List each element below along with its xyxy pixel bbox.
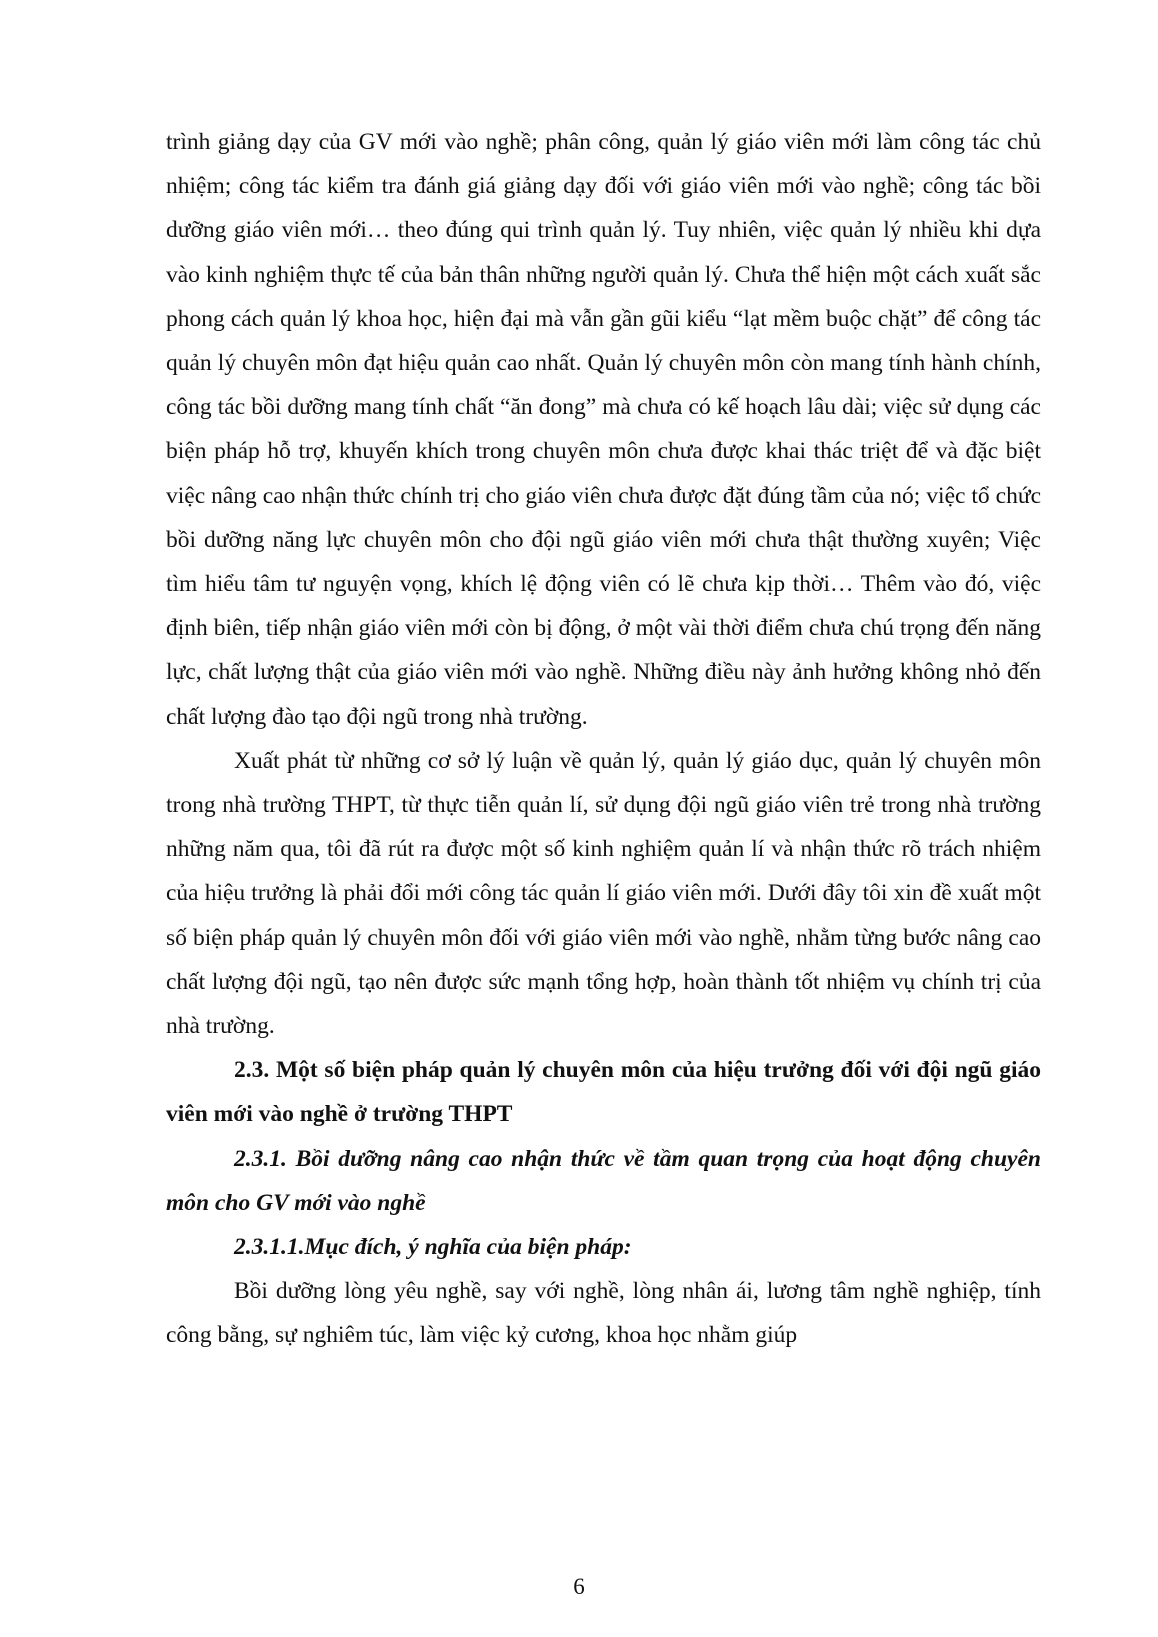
subsection-heading-2-3-1: 2.3.1. Bồi dưỡng nâng cao nhận thức về tầm quan trọng của hoạt động chuyên môn cho GV mới vào nghề <box>166 1145 1041 1216</box>
paragraph-purpose: Bồi dưỡng lòng yêu nghề, say với nghề, lòng nhân ái, lương tâm nghề nghiệp, tính công bằng, sự nghiêm túc, làm việc kỷ cương, khoa học nhằm giúp <box>166 1278 1041 1349</box>
subsubsection-heading-2-3-1-1: 2.3.1.1.Mục đích, ý nghĩa của biện pháp: <box>234 1234 632 1261</box>
section-heading-2-3: 2.3. Một số biện pháp quản lý chuyên môn của hiệu trưởng đối với đội ngũ giáo viên mới vào nghề ở trường THPT <box>166 1057 1041 1128</box>
paragraph-continuation: trình giảng dạy của GV mới vào nghề; phân công, quản lý giáo viên mới làm công tác chủ nhiệm; công tác kiểm tra đánh giá giảng dạy đối với giáo viên mới vào nghề; công tác bồi dưỡng giáo viên mới… theo đúng qui trình quản lý. Tuy nhiên, việc quản lý nhiều khi dựa vào kinh nghiệm thực tế của bản thân những người quản lý. Chưa thể hiện một cách xuất sắc phong cách quản lý khoa học, hiện đại mà vẫn gần gũi kiểu “lạt mềm buộc chặt” để công tác quản lý chuyên môn đạt hiệu quản cao nhất. Quản lý chuyên môn còn mang tính hành chính, công tác bồi dưỡng mang tính chất “ăn đong” mà chưa có kế hoạch lâu dài; việc sử dụng các biện pháp hỗ trợ, khuyến khích trong chuyên môn chưa được khai thác triệt để và đặc biệt việc nâng cao nhận thức chính trị cho giáo viên chưa được đặt đúng tầm của nó; việc tổ chức bồi dưỡng năng lực chuyên môn cho đội ngũ giáo viên mới chưa thật thường xuyên; Việc tìm hiểu tâm tư nguyện vọng, khích lệ động viên có lẽ chưa kịp thời… Thêm vào đó, việc định biên, tiếp nhận giáo viên mới còn bị động, ở một vài thời điểm chưa chú trọng đến năng lực, chất lượng thật của giáo viên mới vào nghề. Những điều này ảnh hưởng không nhỏ đến chất lượng đào tạo đội ngũ trong nhà trường. <box>166 129 1041 730</box>
page-body <box>166 120 1041 1358</box>
page-number: 6 <box>573 1574 585 1599</box>
paragraph-proposal-intro: Xuất phát từ những cơ sở lý luận về quản lý, quản lý giáo dục, quản lý chuyên môn trong nhà trường THPT, từ thực tiễn quản lí, sử dụng đội ngũ giáo viên trẻ trong nhà trường những năm qua, tôi đã rút ra được một số kinh nghiệm quản lí và nhận thức rõ trách nhiệm của hiệu trưởng là phải đổi mới công tác quản lí giáo viên mới. Dưới đây tôi xin đề xuất một số biện pháp quản lý chuyên môn đối với giáo viên mới vào nghề, nhằm từng bước nâng cao chất lượng đội ngũ, tạo nên được sức mạnh tổng hợp, hoàn thành tốt nhiệm vụ chính trị của nhà trường. <box>166 747 1041 1040</box>
